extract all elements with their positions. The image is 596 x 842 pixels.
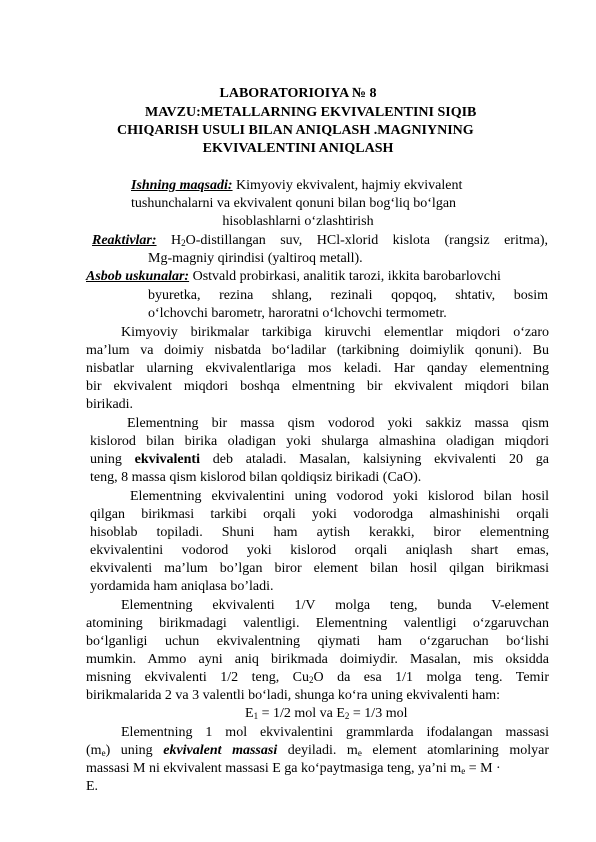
para1-line-3: nisbatlar ularning ekvivalentlariga mos keladi. Har qanday elementning [86, 361, 549, 376]
goal-line-1: Ishning maqsadi: Kimyoviy ekvivalent, hajmiy ekvivalent [131, 178, 463, 193]
para3-line-1: Elementning ekvivalentini uning vodorod yoki kislorod bilan hosil [130, 489, 549, 504]
para3-line-3: hisoblab topiladi. Shuni ham aytish kerakki, biror elementning [90, 525, 549, 540]
goal-label: Ishning maqsadi: [131, 178, 233, 193]
term-ekvivalent-massasi: ekvivalent massasi [163, 743, 278, 758]
para3-line-6: yordamida ham aniqlasa bo’ladi. [90, 579, 274, 594]
para4-line-5: misning ekvivalenti 1/2 teng, $Cu_2O$ da esa 1/1 molga teng. Temir [86, 670, 549, 685]
para2-line-2: kislorod bilan birika oladigan yoki shularga almashina oladigan miqdori [90, 434, 549, 449]
topic-line-2: CHIQARISH USULI BILAN ANIQLASH .MAGNIYNING [117, 123, 474, 138]
para2-line-4: teng, 8 massa qism kislorod bilan qoldiqsiz birikadi (CaO). [90, 470, 422, 485]
lab-title: LABORATORIOIYA № 8 [219, 86, 377, 101]
equipment-line-3: o‘lchovchi barometr, haroratni o‘lchovchi termometr. [148, 306, 447, 321]
goal-line-3: hisoblashlarni o‘zlashtirish [222, 214, 374, 229]
para3-line-4: ekvivalentini vodorod yoki kislorod orqali aniqlash shart emas, [90, 543, 549, 558]
goal-line-2: tushunchalarni va ekvivalent qonuni bilan bog‘liq bo‘lgan [131, 196, 457, 211]
reagents-line-1: Reaktivlar: $H_2O$-distillangan suv, HCl-xlorid kislota (rangsiz eritma), [92, 233, 548, 248]
equipment-label: Asbob uskunalar: [86, 269, 190, 284]
para4-line-1: Elementning ekvivalenti 1/V molga teng, bunda V-element [121, 598, 549, 613]
para5-line-4: E. [86, 779, 99, 794]
equivalent-formula: $E_1 = 1/2$ mol va $E_2 = 1/3$ mol [245, 706, 408, 721]
reagents-line-2: Mg-magniy qirindisi (yaltiroq metall). [148, 251, 363, 266]
para5-line-1: Elementning 1 mol ekvivalentini grammlarda ifodalangan massasi [121, 725, 549, 740]
para4-line-4: mumkin. Ammo ayni aniq birikmada doimiydir. Masalan, mis oksidda [86, 652, 549, 667]
para1-line-5: birikadi. [86, 397, 134, 412]
para4-line-6: birikmalarida 2 va 3 valentli bo‘ladi, shunga ko‘ra uning ekvivalenti ham: [86, 688, 501, 703]
para2-line-1: Elementning bir massa qism vodorod yoki sakkiz massa qism [127, 416, 549, 431]
para1-line-1: Kimyoviy birikmalar tarkibiga kiruvchi elementlar miqdori o‘zaro [121, 325, 549, 340]
para3-line-5: ekvivalenti ma’lum bo’lgan biror element bilan hosil qilgan birikmasi [90, 561, 549, 576]
para3-line-2: qilgan birikmasi tarkibi orqali yoki vodorodga almashinishi orqali [90, 507, 549, 522]
equipment-line-2: byuretka, rezina shlang, rezinali qopqoq, shtativ, bosim [148, 288, 548, 303]
reagents-label: Reaktivlar: [92, 233, 157, 248]
topic-line-3: EKVIVALENTINI ANIQLASH [202, 141, 394, 156]
para4-line-3: bo‘lganligi uchun ekvivalentning qiymati ham o‘zgaruchan bo‘lishi [86, 634, 549, 649]
para2-line-3: uning ekvivalenti deb ataladi. Masalan, kalsiyning ekvivalenti 20 ga [90, 452, 550, 467]
equipment-line-1: Asbob uskunalar: Ostvald probirkasi, analitik tarozi, ikkita barobarlovchi [86, 269, 501, 284]
term-ekvivalenti: ekvivalenti [134, 452, 200, 467]
para1-line-2: ma’lum va doimiy nisbatda bo‘ladilar (tarkibning doimiylik qonuni). Bu [86, 343, 549, 358]
para4-line-2: atomining birikmadagi valentligi. Elementning valentligi o‘zgaruvchan [86, 616, 549, 631]
para1-line-4: bir ekvivalent miqdori boshqa elmentning bir ekvivalent miqdori bilan [86, 379, 549, 394]
para5-line-3: massasi M ni ekvivalent massasi E ga ko‘paytmasiga teng, ya’ni $m_e = M$ · [86, 761, 501, 776]
para5-line-2: $(m_e)$ uning ekvivalent massasi deyiladi. $m_e$ element atomlarining molyar [86, 743, 549, 758]
topic-line-1: MAVZU:METALLARNING EKVIVALENTINI SIQIB [145, 105, 477, 120]
